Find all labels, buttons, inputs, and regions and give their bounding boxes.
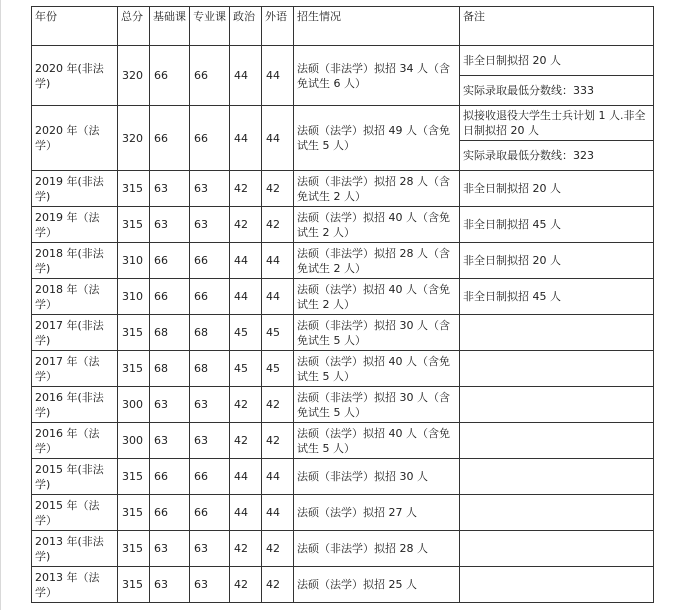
row-foreign: 44 [262,495,294,531]
row-basic: 68 [150,315,190,351]
table-row [32,46,654,76]
row-enrollment: 法硕（法学）拟招 27 人 [294,495,460,531]
row-basic: 63 [150,531,190,567]
row-total: 315 [118,495,150,531]
row-total: 300 [118,387,150,423]
header-total: 总分 [118,7,150,46]
header-basic: 基础课 [150,7,190,46]
row-foreign: 44 [262,279,294,315]
row-note [460,495,654,531]
row-politics: 42 [230,387,262,423]
row-year: 2020 年（法学） [32,106,118,171]
row-foreign: 44 [262,46,294,106]
row-note: 实际录取最低分数线：323 [460,141,654,171]
row-basic: 68 [150,351,190,387]
row-total: 310 [118,243,150,279]
row-foreign: 44 [262,459,294,495]
table-row [32,423,654,459]
row-major: 68 [190,351,230,387]
table-row [32,106,654,141]
row-politics: 44 [230,459,262,495]
row-major: 68 [190,315,230,351]
row-politics: 42 [230,531,262,567]
row-major: 66 [190,243,230,279]
row-foreign: 42 [262,567,294,603]
row-foreign: 42 [262,207,294,243]
row-basic: 66 [150,279,190,315]
row-year: 2013 年(非法学) [32,531,118,567]
row-total: 315 [118,531,150,567]
row-enrollment: 法硕（法学）拟招 25 人 [294,567,460,603]
row-major: 66 [190,46,230,106]
row-total: 315 [118,351,150,387]
row-year: 2016 年(非法学) [32,387,118,423]
header-notes: 备注 [460,7,654,46]
row-basic: 63 [150,387,190,423]
row-foreign: 44 [262,243,294,279]
row-enrollment: 法硕（法学）拟招 49 人（含免试生 5 人） [294,106,460,171]
row-note [460,459,654,495]
row-note: 非全日制拟招 20 人 [460,243,654,279]
row-basic: 63 [150,171,190,207]
row-year: 2013 年（法学） [32,567,118,603]
row-major: 66 [190,459,230,495]
table-row [32,315,654,351]
header-foreign: 外语 [262,7,294,46]
row-foreign: 42 [262,387,294,423]
row-foreign: 45 [262,351,294,387]
row-major: 63 [190,531,230,567]
table-row [32,243,654,279]
row-year: 2018 年（法学） [32,279,118,315]
row-major: 63 [190,387,230,423]
table-row [32,351,654,387]
row-note: 实际录取最低分数线：333 [460,76,654,106]
row-politics: 45 [230,351,262,387]
row-major: 63 [190,423,230,459]
row-note: 拟接收退役大学生士兵计划 1 人.非全日制拟招 20 人 [460,106,654,141]
row-foreign: 45 [262,315,294,351]
row-total: 300 [118,423,150,459]
row-major: 63 [190,171,230,207]
row-basic: 66 [150,495,190,531]
row-politics: 44 [230,243,262,279]
row-politics: 44 [230,46,262,106]
row-politics: 45 [230,315,262,351]
row-year: 2018 年(非法学) [32,243,118,279]
row-note: 非全日制拟招 45 人 [460,207,654,243]
table-row [32,567,654,603]
row-note [460,387,654,423]
row-basic: 63 [150,207,190,243]
row-basic: 63 [150,567,190,603]
table-row [32,459,654,495]
header-year: 年份 [32,7,118,46]
row-year: 2015 年（法学） [32,495,118,531]
row-basic: 63 [150,423,190,459]
row-year: 2016 年（法学） [32,423,118,459]
row-foreign: 42 [262,423,294,459]
row-enrollment: 法硕（非法学）拟招 28 人 [294,531,460,567]
row-politics: 42 [230,423,262,459]
row-year: 2017 年(非法学) [32,315,118,351]
row-politics: 44 [230,106,262,171]
row-total: 315 [118,315,150,351]
header-row [32,7,654,46]
row-major: 66 [190,106,230,171]
row-note [460,351,654,387]
row-year: 2015 年(非法学) [32,459,118,495]
row-note [460,567,654,603]
row-note [460,531,654,567]
table-row [32,207,654,243]
header-enrollment: 招生情况 [294,7,460,46]
row-note [460,315,654,351]
row-politics: 44 [230,495,262,531]
table-row [32,495,654,531]
row-year: 2020 年(非法学) [32,46,118,106]
row-year: 2019 年（法学） [32,207,118,243]
row-total: 315 [118,567,150,603]
row-enrollment: 法硕（法学）拟招 40 人（含免试生 5 人） [294,351,460,387]
row-total: 310 [118,279,150,315]
table-row [32,387,654,423]
row-foreign: 44 [262,106,294,171]
row-enrollment: 法硕（法学）拟招 40 人（含免试生 5 人） [294,423,460,459]
table-row [32,171,654,207]
row-total: 315 [118,171,150,207]
row-basic: 66 [150,243,190,279]
row-basic: 66 [150,46,190,106]
admission-table [31,6,654,603]
row-enrollment: 法硕（法学）拟招 40 人（含免试生 2 人） [294,279,460,315]
row-foreign: 42 [262,531,294,567]
row-year: 2019 年(非法学) [32,171,118,207]
row-note: 非全日制拟招 20 人 [460,46,654,76]
row-major: 66 [190,279,230,315]
row-enrollment: 法硕（非法学）拟招 34 人（含免试生 6 人） [294,46,460,106]
row-enrollment: 法硕（非法学）拟招 30 人 [294,459,460,495]
row-politics: 42 [230,171,262,207]
row-total: 315 [118,207,150,243]
header-major: 专业课 [190,7,230,46]
row-basic: 66 [150,106,190,171]
row-major: 63 [190,207,230,243]
row-major: 66 [190,495,230,531]
table-row [32,531,654,567]
row-enrollment: 法硕（非法学）拟招 30 人（含免试生 5 人） [294,315,460,351]
row-politics: 42 [230,567,262,603]
row-total: 320 [118,46,150,106]
row-enrollment: 法硕（非法学）拟招 28 人（含免试生 2 人） [294,171,460,207]
header-politics: 政治 [230,7,262,46]
row-basic: 66 [150,459,190,495]
row-total: 315 [118,459,150,495]
row-note: 非全日制拟招 20 人 [460,171,654,207]
row-year: 2017 年（法学） [32,351,118,387]
row-major: 63 [190,567,230,603]
table-row [32,279,654,315]
row-note [460,423,654,459]
row-politics: 42 [230,207,262,243]
row-enrollment: 法硕（非法学）拟招 30 人（含免试生 5 人） [294,387,460,423]
row-politics: 44 [230,279,262,315]
row-enrollment: 法硕（法学）拟招 40 人（含免试生 2 人） [294,207,460,243]
row-total: 320 [118,106,150,171]
row-foreign: 42 [262,171,294,207]
row-note: 非全日制拟招 45 人 [460,279,654,315]
row-enrollment: 法硕（非法学）拟招 28 人（含免试生 2 人） [294,243,460,279]
